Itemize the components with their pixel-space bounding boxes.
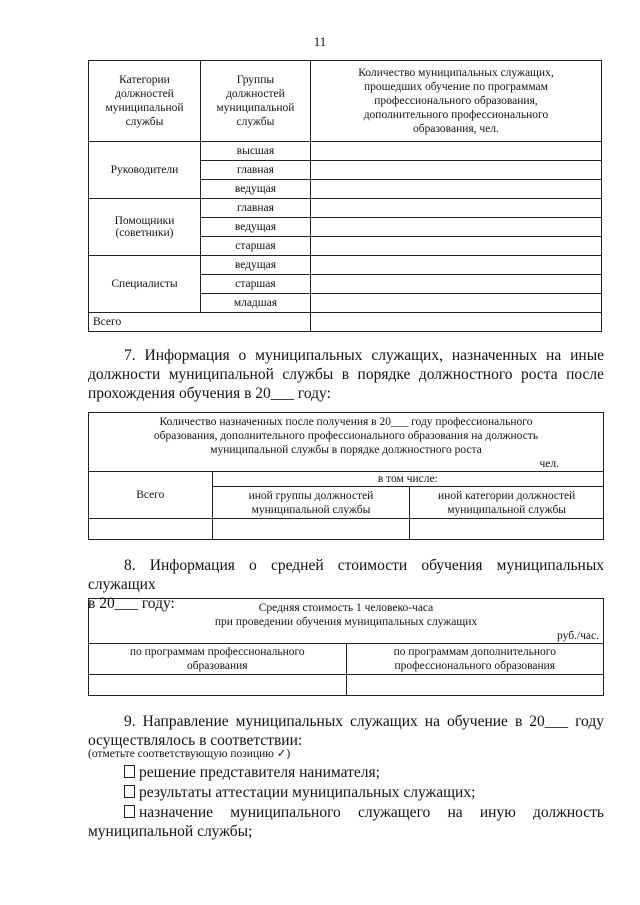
- cost-header-line1: Средняя стоимость 1 человеко-часа: [258, 602, 434, 614]
- promotion-header: Количество назначенных после получения в 20___ году профессионального образования, дополнительного профессионального образования на должность муниципальной службы в порядке должностного роста: [153, 416, 539, 456]
- group-cell: старшая: [200, 237, 310, 256]
- section-7-text: 7. Информация о муниципальных служащих, назначенных на иные должности муниципальной службы в порядке должностного роста после прохождения обучения в 20___ году:: [88, 347, 604, 402]
- group-cell: младшая: [200, 294, 310, 313]
- col-other-category: иной категории должностей муниципальной службы: [410, 487, 604, 519]
- group-cell: старшая: [200, 275, 310, 294]
- section-9-text: 9. Направление муниципальных служащих на обучение в 20___ году осуществлялось в соответствии:: [88, 713, 604, 749]
- group-cell: ведущая: [200, 180, 310, 199]
- category-cell: Руководители: [89, 142, 201, 199]
- group-cell: высшая: [200, 142, 310, 161]
- section-8-text: 8. Информация о средней стоимости обучения муниципальных служащих в 20___ году:: [88, 557, 604, 612]
- value-cell[interactable]: [310, 218, 601, 237]
- group-cell: ведущая: [200, 256, 310, 275]
- group-cell: ведущая: [200, 218, 310, 237]
- cost-table: [88, 598, 604, 696]
- category-cell: Специалисты: [89, 256, 201, 313]
- selection-note: (отметьте соответствующую позицию ✓): [88, 748, 291, 760]
- value-cell[interactable]: [310, 275, 601, 294]
- col-additional-education: по программам дополнительного профессионального образования: [346, 644, 603, 675]
- value-cell[interactable]: [310, 199, 601, 218]
- value-cell[interactable]: [310, 161, 601, 180]
- promotion-table: [88, 412, 604, 540]
- value-cell[interactable]: [212, 519, 410, 540]
- value-cell[interactable]: [310, 237, 601, 256]
- group-cell: главная: [200, 199, 310, 218]
- option-appointment-continuation: муниципальной службы;: [88, 823, 253, 840]
- checkbox[interactable]: [124, 785, 135, 798]
- total-value-cell[interactable]: [310, 313, 601, 332]
- category-cell: Помощники (советники): [89, 199, 201, 256]
- header-groups: Группы должностей муниципальной службы: [200, 61, 310, 142]
- group-cell: главная: [200, 161, 310, 180]
- value-cell[interactable]: [310, 142, 601, 161]
- col-prof-education: по программам профессионального образования: [89, 644, 347, 675]
- option-employer-decision[interactable]: решение представителя нанимателя;: [124, 763, 380, 782]
- checkbox[interactable]: [124, 805, 135, 818]
- col-other-group: иной группы должностей муниципальной службы: [212, 487, 410, 519]
- value-cell[interactable]: [310, 180, 601, 199]
- training-table: [88, 60, 602, 332]
- unit-label: руб./час.: [557, 630, 599, 642]
- value-cell[interactable]: [346, 675, 603, 696]
- value-cell[interactable]: [310, 256, 601, 275]
- total-label: Всего: [89, 472, 213, 519]
- header-categories: Категории должностей муниципальной службы: [89, 61, 201, 142]
- unit-label: чел.: [539, 458, 559, 470]
- page-number: 11: [313, 34, 327, 49]
- cost-header-line2: при проведении обучения муниципальных служащих: [214, 616, 478, 628]
- value-cell[interactable]: [410, 519, 604, 540]
- header-count: Количество муниципальных служащих, прошедших обучение по программам профессионального образования, дополнительного профессионального образования, чел.: [310, 61, 601, 142]
- value-cell[interactable]: [89, 675, 347, 696]
- total-label: Всего: [89, 313, 311, 332]
- value-cell[interactable]: [310, 294, 601, 313]
- checkbox[interactable]: [124, 765, 135, 778]
- option-attestation-results[interactable]: результаты аттестации муниципальных служащих;: [124, 783, 475, 802]
- option-appointment[interactable]: назначение муниципального служащего на иную должность: [124, 803, 604, 822]
- including-label: в том числе:: [212, 472, 603, 487]
- value-cell[interactable]: [89, 519, 213, 540]
